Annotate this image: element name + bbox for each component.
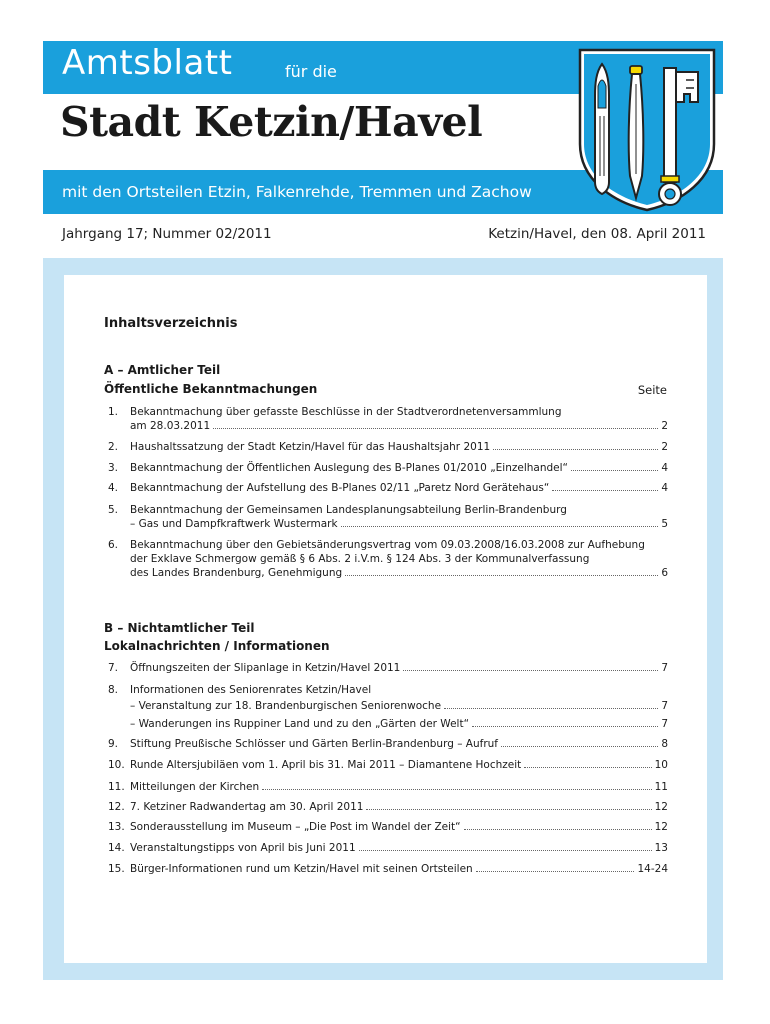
toc-entry-text: Bekanntmachung über gefasste Beschlüsse in der Stadtverordnetenversammlung [130,406,562,418]
toc-entry-number: 3. [108,462,119,474]
masthead-amtsblatt: Amtsblatt [62,43,233,83]
toc-entry-line [130,517,668,531]
coat-of-arms-icon [572,44,722,214]
toc-entry-text: Runde Altersjubiläen vom 1. April bis 31. Mai 2011 – Diamantene Hochzeit [130,759,522,771]
toc-entry-number: 14. [108,842,125,854]
issue-number: Jahrgang 17; Nummer 02/2011 [62,226,272,242]
toc-entry-number: 15. [108,863,125,875]
toc-entry-line [130,737,668,751]
masthead-fuer-die: für die [285,62,337,81]
toc-entry-line [130,461,668,475]
toc-entry-line [130,683,668,697]
toc-entry-page: 5 [661,518,668,530]
section-b-title: B – Nichtamtlicher Teil [104,621,255,635]
toc-entry-text: – Veranstaltung zur 18. Brandenburgischen Seniorenwoche [130,700,442,712]
toc-entry-line [130,552,668,566]
toc-entry-text: Haushaltssatzung der Stadt Ketzin/Havel für das Haushaltsjahr 2011 [130,441,491,453]
toc-entry-page: 8 [661,738,668,750]
page-title: Stadt Ketzin/Havel [60,98,483,146]
toc-leader-dots [366,809,651,810]
toc-leader-dots [359,850,652,851]
toc-entry-body [130,717,668,731]
toc-heading: Inhaltsverzeichnis [104,316,238,331]
toc-entry [108,503,668,531]
section-b-subtitle: Lokalnachrichten / Informationen [104,639,330,653]
toc-entry-line [130,440,668,454]
toc-leader-dots [341,526,659,527]
toc-entry-body [130,661,668,675]
toc-entry-line [130,661,668,675]
toc-entry [108,461,668,475]
toc-entry-body [130,780,668,794]
toc-entry-number: 11. [108,781,125,793]
toc-entry-line [130,820,668,834]
toc-entry-body [130,461,668,475]
toc-entry-page: 13 [654,842,668,854]
toc-entry-page: 12 [654,801,668,813]
toc-leader-dots [571,470,658,471]
toc-entry [108,683,668,697]
toc-leader-dots [444,708,658,709]
toc-leader-dots [472,726,658,727]
toc-entry-page: 12 [654,821,668,833]
toc-entry [108,862,668,876]
toc-entry-page: 4 [661,462,668,474]
toc-entry [108,758,668,772]
toc-entry-number: 4. [108,482,119,494]
toc-entry [108,841,668,855]
toc-leader-dots [493,449,658,450]
toc-entry-text: Veranstaltungstipps von April bis Juni 2011 [130,842,356,854]
section-a-title: A – Amtlicher Teil [104,363,221,377]
toc-entry-line [130,566,668,580]
toc-entry [108,800,668,814]
toc-entry-number: 1. [108,406,119,418]
toc-entry-text: Bekanntmachung der Aufstellung des B-Planes 02/11 „Paretz Nord Gerätehaus“ [130,482,550,494]
toc-entry-number: 13. [108,821,125,833]
toc-entry-line [130,503,668,517]
toc-entry-body [130,538,668,580]
toc-entry-body [130,405,668,433]
toc-entry [108,405,668,433]
toc-entry-text: Informationen des Seniorenrates Ketzin/Havel [130,684,372,696]
toc-entry [108,661,668,675]
toc-entry [108,481,668,495]
toc-entry-line [130,800,668,814]
toc-entry-text: Stiftung Preußische Schlösser und Gärten Berlin-Brandenburg – Aufruf [130,738,498,750]
toc-entry-number: 12. [108,801,125,813]
toc-entry-body [130,737,668,751]
toc-entry-line [130,405,668,419]
toc-entry-body [130,862,668,876]
toc-entry-text: der Exklave Schmergow gemäß § 6 Abs. 2 i.V.m. § 124 Abs. 3 der Kommunalverfassung [130,553,590,565]
toc-entry-line [130,538,668,552]
toc-entry-line [130,699,668,713]
toc-entry-page: 2 [661,420,668,432]
toc-entry [108,820,668,834]
toc-entry-page: 4 [661,482,668,494]
toc-entry-page: 7 [661,662,668,674]
toc-entry-body [130,820,668,834]
toc-entry-line [130,780,668,794]
page-column-label: Seite [637,383,667,397]
toc-entry-number: 2. [108,441,119,453]
toc-entry-page: 7 [661,718,668,730]
toc-entry-page: 14-24 [637,863,668,875]
toc-entry-number: 6. [108,539,119,551]
toc-entry-text: Bekanntmachung über den Gebietsänderungsvertrag vom 09.03.2008/16.03.2008 zur Aufhebung [130,539,645,551]
toc-entry-number: 8. [108,684,119,696]
toc-entry [108,440,668,454]
toc-entry-line [130,481,668,495]
toc-entry-line [130,862,668,876]
toc-entry-text: Sonderausstellung im Museum – „Die Post im Wandel der Zeit“ [130,821,461,833]
section-a-subtitle: Öffentliche Bekanntmachungen [104,382,318,396]
toc-entry [108,699,668,713]
toc-entry-page: 6 [661,567,668,579]
toc-entry-text: Bürger-Informationen rund um Ketzin/Havel mit seinen Ortsteilen [130,863,473,875]
toc-entry-text: Bekanntmachung der Gemeinsamen Landesplanungsabteilung Berlin-Brandenburg [130,504,567,516]
issue-date: Ketzin/Havel, den 08. April 2011 [488,226,706,242]
toc-entry-text: Mitteilungen der Kirchen [130,781,260,793]
toc-entry-text: Öffnungszeiten der Slipanlage in Ketzin/Havel 2011 [130,662,401,674]
toc-entry-text: – Wanderungen ins Ruppiner Land und zu den „Gärten der Welt“ [130,718,470,730]
toc-entry-text: Bekanntmachung der Öffentlichen Auslegung des B-Planes 01/2010 „Einzelhandel“ [130,462,568,474]
page-subtitle: mit den Ortsteilen Etzin, Falkenrehde, Tremmen und Zachow [62,183,532,201]
toc-entry-line [130,419,668,433]
toc-leader-dots [464,829,652,830]
toc-entry-page: 7 [661,700,668,712]
toc-entry-text: 7. Ketziner Radwandertag am 30. April 2011 [130,801,364,813]
toc-entry-text: am 28.03.2011 [130,420,211,432]
toc-leader-dots [524,767,651,768]
toc-entry-body [130,683,668,697]
toc-entry-text: – Gas und Dampfkraftwerk Wustermark [130,518,338,530]
toc-entry-line [130,841,668,855]
toc-entry-number: 10. [108,759,125,771]
toc-leader-dots [345,575,658,576]
toc-entry-body [130,699,668,713]
toc-leader-dots [476,871,635,872]
toc-entry-line [130,758,668,772]
toc-entry-number: 7. [108,662,119,674]
toc-leader-dots [213,428,658,429]
toc-entry-number: 9. [108,738,119,750]
toc-entry-number: 5. [108,504,119,516]
toc-leader-dots [501,746,658,747]
toc-leader-dots [403,670,658,671]
toc-entry-line [130,717,668,731]
toc-entry-body [130,758,668,772]
toc-entry-body [130,481,668,495]
toc-entry-page: 10 [654,759,668,771]
toc-entry-page: 2 [661,441,668,453]
toc-entry-body [130,800,668,814]
toc-entry-body [130,841,668,855]
toc-entry-body [130,440,668,454]
toc-entry [108,780,668,794]
toc-entry [108,717,668,731]
toc-entry-page: 11 [654,781,668,793]
toc-leader-dots [552,490,658,491]
toc-entry [108,538,668,580]
toc-entry-text: des Landes Brandenburg, Genehmigung [130,567,343,579]
toc-entry [108,737,668,751]
toc-leader-dots [262,789,651,790]
toc-entry-body [130,503,668,531]
